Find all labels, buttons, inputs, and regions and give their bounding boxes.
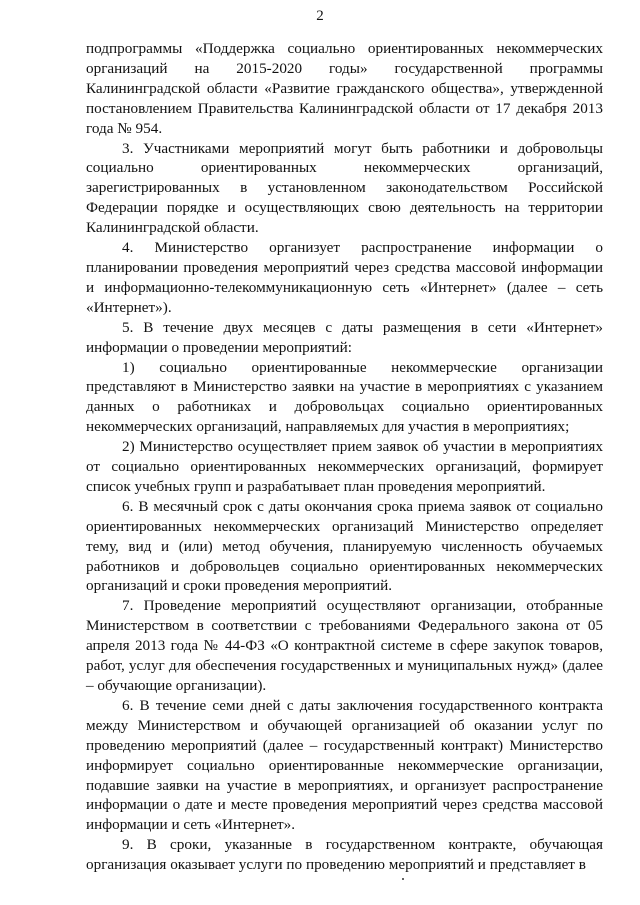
paragraph-3: 3. Участниками мероприятий могут быть работники и добровольцы социально ориентированных некоммерческих организаций, зарегистрированных в установленном законодательством Российской Федерации порядке и осуществляющих свою деятельность на территории Калининградской области. [86, 139, 603, 237]
paragraph-4: 4. Министерство организует распространение информации о планировании проведения мероприятий через средства массовой информации и информационно-телекоммуникационную сеть «Интернет» (далее – сеть «Интернет»). [86, 239, 603, 316]
paragraph-6: 6. В месячный срок с даты окончания срока приема заявок от социально ориентированных некоммерческих организаций Министерство определяет тему, вид и (или) метод обучения, планируемую численность обучаемых работников и добровольцев социально ориентированных некоммерческих организаций и сроки проведения мероприятий. [86, 497, 603, 595]
paragraph-continuation: подпрограммы «Поддержка социально ориентированных некоммерческих организаций на 2015-2020 годы» государственной программы Калининградской области «Развитие гражданского общества», утвержденной постановлением Правительства Калининградской области от 17 декабря 2013 года № 954. [86, 40, 603, 137]
scan-speck [402, 878, 404, 880]
paragraph-6-second: 6. В течение семи дней с даты заключения государственного контракта между Министерством и обучающей организацией об оказании услуг по проведению мероприятий (далее – государственный контракт) Министерство информирует социально ориентированные некоммерческие организации, подавшие заявки на участие в мероприятиях, и организует распространение информации о дате и месте проведения мероприятий через средства массовой информации и сеть «Интернет». [86, 696, 603, 834]
paragraph-5-item-1: 1) социально ориентированные некоммерческие организации представляют в Министерство заявки на участие в мероприятиях с указанием данных о работниках и добровольцах социально ориентированных некоммерческих организаций, направляемых для участия в мероприятиях; [86, 358, 603, 436]
paragraph-7: 7. Проведение мероприятий осуществляют организации, отобранные Министерством в соответствии с требованиями Федерального закона от 05 апреля 2013 года № 44-ФЗ «О контрактной системе в сфере закупок товаров, работ, услуг для обеспечения государственных и муниципальных нужд» (далее – обучающие организации). [86, 597, 603, 694]
paragraph-9: 9. В сроки, указанные в государственном контракте, обучающая организация оказывает услуги по проведению мероприятий и представляет в [86, 836, 603, 874]
paragraph-5: 5. В течение двух месяцев с даты размещения в сети «Интернет» информации о проведении мероприятий: [86, 318, 603, 356]
document-body [86, 39, 603, 875]
page-number: 2 [316, 8, 324, 24]
paragraph-5-item-2: 2) Министерство осуществляет прием заявок об участии в мероприятиях от социально ориентированных некоммерческих организаций, формирует список учебных групп и разрабатывает план проведения мероприятий. [86, 438, 603, 495]
